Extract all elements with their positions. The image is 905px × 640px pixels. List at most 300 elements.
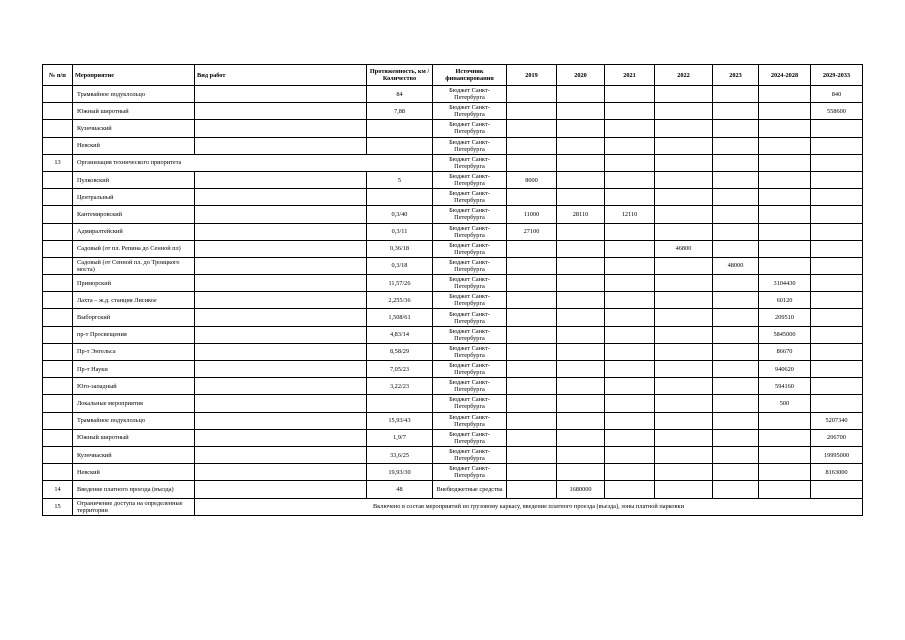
length-count: 2,255/36 [367, 292, 433, 309]
row-number [43, 206, 73, 223]
measure-name: Юго-западный [73, 378, 195, 395]
measure-name: Трамвайное подуклольцо [73, 86, 195, 103]
table-row [43, 361, 863, 378]
year-value [713, 412, 759, 429]
year-value [759, 240, 811, 257]
year-value [655, 309, 713, 326]
measure-name: Южный широтный [73, 429, 195, 446]
year-value: 5845000 [759, 326, 811, 343]
year-value [507, 275, 557, 292]
year-value: 206700 [811, 429, 863, 446]
year-value: 3104430 [759, 275, 811, 292]
funding-source: Бюджет Санкт-Петербурга [433, 309, 507, 326]
year-value [713, 429, 759, 446]
year-value: 840 [811, 86, 863, 103]
table-row [43, 498, 863, 515]
length-count: 8,58/29 [367, 343, 433, 360]
funding-source: Бюджет Санкт-Петербурга [433, 292, 507, 309]
year-value [713, 240, 759, 257]
table-row [43, 120, 863, 137]
table-row [43, 326, 863, 343]
column-header: Мероприятие [73, 65, 195, 86]
year-value [713, 292, 759, 309]
year-value [759, 257, 811, 274]
measure-name: Невский [73, 464, 195, 481]
year-value [507, 154, 557, 171]
year-value [557, 223, 605, 240]
year-value [713, 309, 759, 326]
measure-name: Трамвайное подуклольцо [73, 412, 195, 429]
work-type [195, 240, 367, 257]
year-value [605, 103, 655, 120]
table-row [43, 171, 863, 188]
year-value [605, 464, 655, 481]
row-number [43, 86, 73, 103]
year-value [557, 292, 605, 309]
row-number [43, 326, 73, 343]
year-value: 594160 [759, 378, 811, 395]
year-value [557, 257, 605, 274]
year-value [713, 189, 759, 206]
work-type [195, 257, 367, 274]
work-type [195, 481, 367, 498]
year-value [605, 292, 655, 309]
work-type [195, 103, 367, 120]
row-number [43, 223, 73, 240]
work-type [195, 137, 367, 154]
year-value [557, 412, 605, 429]
year-value [655, 257, 713, 274]
year-value [811, 481, 863, 498]
year-value [655, 378, 713, 395]
table-row [43, 446, 863, 463]
year-value [655, 137, 713, 154]
year-value [655, 481, 713, 498]
row-number [43, 240, 73, 257]
year-value [557, 120, 605, 137]
funding-source: Бюджет Санкт-Петербурга [433, 154, 507, 171]
row-number [43, 464, 73, 481]
year-value [713, 171, 759, 188]
year-value [713, 361, 759, 378]
row-number [43, 395, 73, 412]
year-value [507, 292, 557, 309]
year-value [605, 257, 655, 274]
year-value [811, 189, 863, 206]
funding-source: Бюджет Санкт-Петербурга [433, 464, 507, 481]
funding-source: Бюджет Санкт-Петербурга [433, 378, 507, 395]
year-value: 1680000 [557, 481, 605, 498]
row-number [43, 361, 73, 378]
column-header: 2020 [557, 65, 605, 86]
measure-name: Садовый (от Сенной пл. до Троицкого моста) [73, 257, 195, 274]
year-value [713, 326, 759, 343]
funding-source: Бюджет Санкт-Петербурга [433, 412, 507, 429]
length-count: 33,6/25 [367, 446, 433, 463]
year-value [655, 223, 713, 240]
year-value [655, 464, 713, 481]
length-count: 19,93/30 [367, 464, 433, 481]
measure-name: Ограничение доступа на определенные территории [73, 498, 195, 515]
table-row [43, 189, 863, 206]
measure-name: Пулковский [73, 171, 195, 188]
year-value [557, 395, 605, 412]
year-value [655, 189, 713, 206]
year-value [507, 103, 557, 120]
year-value [557, 240, 605, 257]
funding-source: Бюджет Санкт-Петербурга [433, 343, 507, 360]
year-value [507, 137, 557, 154]
year-value [507, 86, 557, 103]
year-value [655, 154, 713, 171]
year-value [655, 429, 713, 446]
year-value [557, 378, 605, 395]
year-value [713, 343, 759, 360]
length-count: 48 [367, 481, 433, 498]
year-value [713, 137, 759, 154]
table-row [43, 86, 863, 103]
length-count: 1,508/61 [367, 309, 433, 326]
measure-name: Кузнчиаский [73, 120, 195, 137]
row-number [43, 257, 73, 274]
length-count [367, 395, 433, 412]
row-number [43, 137, 73, 154]
year-value [605, 189, 655, 206]
year-value [811, 171, 863, 188]
year-value [759, 120, 811, 137]
measure-name: Кантемировский [73, 206, 195, 223]
year-value [557, 309, 605, 326]
length-count: 11,57/26 [367, 275, 433, 292]
year-value [811, 309, 863, 326]
table-row [43, 429, 863, 446]
measure-name: Введение платного проезда (въезда) [73, 481, 195, 498]
funding-source: Бюджет Санкт-Петербурга [433, 395, 507, 412]
year-value: 19995000 [811, 446, 863, 463]
column-header: 2022 [655, 65, 713, 86]
work-type [195, 120, 367, 137]
column-header: 2023 [713, 65, 759, 86]
table-row [43, 257, 863, 274]
table-row [43, 137, 863, 154]
work-type [195, 412, 367, 429]
table-row [43, 343, 863, 360]
year-value [811, 343, 863, 360]
year-value [811, 154, 863, 171]
year-value [713, 275, 759, 292]
funding-source: Бюджет Санкт-Петербурга [433, 137, 507, 154]
table-header [43, 65, 863, 86]
length-count: 0,36/18 [367, 240, 433, 257]
year-value [507, 481, 557, 498]
work-type [195, 429, 367, 446]
column-header: Протяженность, км / Количество [367, 65, 433, 86]
year-value [759, 429, 811, 446]
work-type [195, 189, 367, 206]
year-value [759, 189, 811, 206]
year-value [713, 395, 759, 412]
year-value: 12110 [605, 206, 655, 223]
year-value [811, 120, 863, 137]
work-type [195, 275, 367, 292]
year-value [811, 395, 863, 412]
year-value [655, 103, 713, 120]
length-count: 0,3/11 [367, 223, 433, 240]
funding-source: Бюджет Санкт-Петербурга [433, 275, 507, 292]
row-number [43, 429, 73, 446]
funding-source: Бюджет Санкт-Петербурга [433, 86, 507, 103]
row-number [43, 446, 73, 463]
table-row [43, 309, 863, 326]
measures-table [42, 64, 863, 516]
table-row [43, 223, 863, 240]
year-value: 558600 [811, 103, 863, 120]
year-value [557, 446, 605, 463]
year-value [655, 120, 713, 137]
year-value [507, 395, 557, 412]
year-value [713, 223, 759, 240]
length-count [367, 120, 433, 137]
work-type [195, 361, 367, 378]
table-row [43, 103, 863, 120]
year-value: 500 [759, 395, 811, 412]
measure-name: Невский [73, 137, 195, 154]
row-number [43, 189, 73, 206]
year-value [557, 137, 605, 154]
year-value [605, 154, 655, 171]
measure-name: Южный широтный [73, 103, 195, 120]
column-header: Источник финансирования [433, 65, 507, 86]
row-number [43, 378, 73, 395]
year-value [713, 446, 759, 463]
funding-source: Бюджет Санкт-Петербурга [433, 103, 507, 120]
year-value [605, 343, 655, 360]
year-value [507, 257, 557, 274]
row-number [43, 412, 73, 429]
year-value [507, 343, 557, 360]
length-count: 7,88 [367, 103, 433, 120]
measure-name: Адмиралтейский [73, 223, 195, 240]
year-value [713, 481, 759, 498]
measure-name: Лахта – ж.д. станция Лисикое [73, 292, 195, 309]
table-row [43, 240, 863, 257]
year-value [655, 171, 713, 188]
measure-name: Пр-т Энгельса [73, 343, 195, 360]
year-value [655, 206, 713, 223]
funding-source: Бюджет Санкт-Петербурга [433, 223, 507, 240]
column-header: 2019 [507, 65, 557, 86]
work-type [195, 309, 367, 326]
funding-source: Внебюджетные средства [433, 481, 507, 498]
work-type [195, 206, 367, 223]
funding-source: Бюджет Санкт-Петербурга [433, 189, 507, 206]
year-value [507, 361, 557, 378]
table-row [43, 395, 863, 412]
year-value [557, 103, 605, 120]
measure-name: Выборгский [73, 309, 195, 326]
year-value [507, 446, 557, 463]
year-value [605, 171, 655, 188]
table-row [43, 412, 863, 429]
year-value [811, 257, 863, 274]
year-value [507, 464, 557, 481]
work-type [195, 395, 367, 412]
column-header: 2024-2028 [759, 65, 811, 86]
year-value: 209510 [759, 309, 811, 326]
funding-source: Бюджет Санкт-Петербурга [433, 240, 507, 257]
funding-source: Бюджет Санкт-Петербурга [433, 446, 507, 463]
year-value [759, 171, 811, 188]
year-value [759, 206, 811, 223]
year-value [811, 240, 863, 257]
length-count: 7,05/23 [367, 361, 433, 378]
year-value [557, 154, 605, 171]
year-value: 86670 [759, 343, 811, 360]
funding-source: Бюджет Санкт-Петербурга [433, 257, 507, 274]
year-value [655, 361, 713, 378]
year-value [759, 223, 811, 240]
year-value [605, 86, 655, 103]
year-value [507, 309, 557, 326]
year-value [713, 103, 759, 120]
year-value [605, 429, 655, 446]
measure-name: Приморский [73, 275, 195, 292]
year-value [655, 343, 713, 360]
year-value [713, 206, 759, 223]
length-count: 5 [367, 171, 433, 188]
year-value [605, 481, 655, 498]
length-count: 84 [367, 86, 433, 103]
year-value [605, 412, 655, 429]
year-value [759, 481, 811, 498]
header-row [43, 65, 863, 86]
work-type [195, 378, 367, 395]
year-value: 8000 [507, 171, 557, 188]
year-value [605, 137, 655, 154]
length-count: 3,22/23 [367, 378, 433, 395]
year-value [811, 206, 863, 223]
row-number: 15 [43, 498, 73, 515]
year-value [759, 154, 811, 171]
work-type [195, 464, 367, 481]
year-value [605, 361, 655, 378]
row-number [43, 343, 73, 360]
work-type [195, 326, 367, 343]
year-value [655, 412, 713, 429]
work-type [195, 343, 367, 360]
year-value: 11000 [507, 206, 557, 223]
length-count [367, 137, 433, 154]
year-value [655, 275, 713, 292]
table-row [43, 275, 863, 292]
table-row [43, 206, 863, 223]
year-value [811, 223, 863, 240]
year-value [605, 309, 655, 326]
measure-name: Организация технического приоритета [73, 154, 433, 171]
work-type [195, 223, 367, 240]
measure-name: пр-т Просвещения [73, 326, 195, 343]
table-row [43, 292, 863, 309]
year-value [605, 378, 655, 395]
year-value [557, 275, 605, 292]
work-type [195, 446, 367, 463]
year-value: 48000 [713, 257, 759, 274]
work-type [195, 292, 367, 309]
year-value [655, 446, 713, 463]
column-header: Вид работ [195, 65, 367, 86]
measure-name: Центральный [73, 189, 195, 206]
year-value [507, 189, 557, 206]
table-row [43, 481, 863, 498]
year-value [605, 326, 655, 343]
work-type [195, 171, 367, 188]
funding-source: Бюджет Санкт-Петербурга [433, 326, 507, 343]
year-value [605, 275, 655, 292]
table-row [43, 154, 863, 171]
year-value [557, 189, 605, 206]
year-value [655, 292, 713, 309]
year-value [557, 171, 605, 188]
year-value [713, 464, 759, 481]
funding-source: Бюджет Санкт-Петербурга [433, 171, 507, 188]
length-count: 1,9/7 [367, 429, 433, 446]
year-value: 46800 [655, 240, 713, 257]
length-count: 0,3/18 [367, 257, 433, 274]
measure-name: Садовый (от пл. Репина до Сенной пл) [73, 240, 195, 257]
year-value: 28110 [557, 206, 605, 223]
year-value [759, 412, 811, 429]
funding-source: Бюджет Санкт-Петербурга [433, 429, 507, 446]
row-number [43, 103, 73, 120]
year-value [557, 464, 605, 481]
table-body [43, 86, 863, 516]
year-value [557, 361, 605, 378]
year-value [557, 86, 605, 103]
year-value [713, 154, 759, 171]
row-number [43, 120, 73, 137]
year-value [811, 275, 863, 292]
year-value [655, 86, 713, 103]
work-type [195, 86, 367, 103]
year-value [655, 326, 713, 343]
year-value: 8163000 [811, 464, 863, 481]
year-value [713, 378, 759, 395]
length-count: 0,3/40 [367, 206, 433, 223]
measure-name: Кузнчиаский [73, 446, 195, 463]
year-value: 27100 [507, 223, 557, 240]
length-count: 15,93/43 [367, 412, 433, 429]
year-value [811, 378, 863, 395]
table-row [43, 464, 863, 481]
year-value [605, 446, 655, 463]
year-value [507, 240, 557, 257]
year-value [507, 120, 557, 137]
row-number [43, 292, 73, 309]
year-value [811, 326, 863, 343]
year-value [759, 103, 811, 120]
year-value [605, 395, 655, 412]
year-value [811, 137, 863, 154]
year-value [507, 429, 557, 446]
row-number [43, 171, 73, 188]
year-value: 940620 [759, 361, 811, 378]
merged-note: Включено в состав мероприятий по грузовому каркасу, введение платного проезда (въезда), зоны платной парковки [195, 498, 863, 515]
year-value [557, 343, 605, 360]
year-value [759, 86, 811, 103]
row-number: 13 [43, 154, 73, 171]
funding-source: Бюджет Санкт-Петербурга [433, 206, 507, 223]
year-value [811, 361, 863, 378]
